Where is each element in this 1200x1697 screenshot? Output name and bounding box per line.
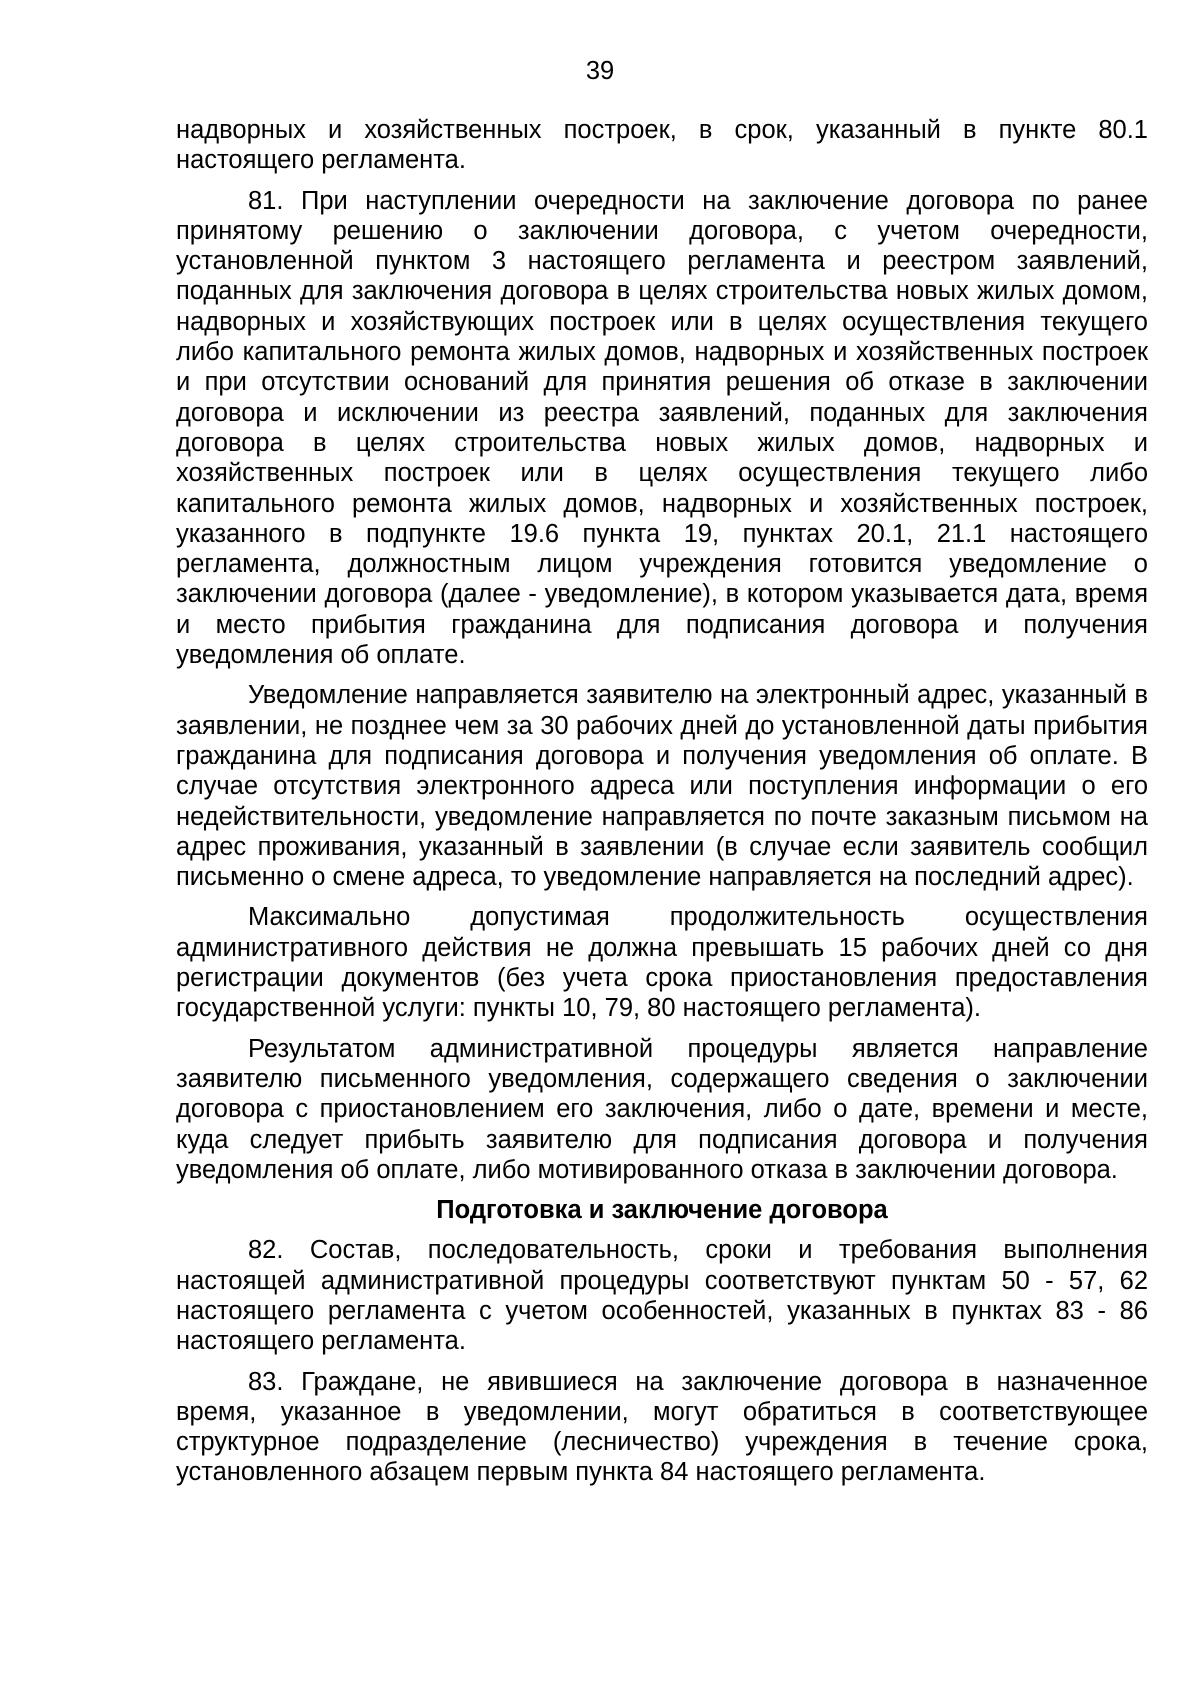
page-number: 39 <box>585 57 615 85</box>
section-heading: Подготовка и заключение договора <box>436 1196 888 1225</box>
paragraph-82: 82. Состав, последовательность, сроки и требования выполнения настоящей административной процедуры соответствуют пунктам 50 - 57, 62 настоящего регламента с учетом особенностей, указанных в пунктах 83 - 86 настоящего регламента. <box>176 1236 1148 1356</box>
paragraph-81: 81. При наступлении очередности на заключение договора по ранее принятому решению о заключении договора, с учетом очередности, установленной пунктом 3 настоящего регламента и реестром заявлений, поданных для заключения договора в целях строительства новых жилых домом, надворных и хозяйствующих построек или в целях осуществления текущего либо капитального ремонта жилых домов, надворных и хозяйственных построек и при отсутствии оснований для принятия решения об отказе в заключении договора и исключении из реестра заявлений, поданных для заключения договора в целях строительства новых жилых домов, надворных и хозяйственных построек или в целях осуществления текущего либо капитального ремонта жилых домов, надворных и хозяйственных построек, указанного в подпункте 19.6 пункта 19, пунктах 20.1, 21.1 настоящего регламента, должностным лицом учреждения готовится уведомление о заключении договора (далее - уведомление), в котором указывается дата, время и место прибытия гражданина для подписания договора и получения уведомления об оплате. <box>176 186 1148 670</box>
paragraph-continuation: надворных и хозяйственных построек, в срок, указанный в пункте 80.1 настоящего регламента. <box>176 116 1148 175</box>
paragraph-max-duration: Максимально допустимая продолжительность осуществления административного действия не должна превышать 15 рабочих дней со дня регистрации документов (без учета срока приостановления предоставления государственной услуги: пункты 10, 79, 80 настоящего регламента). <box>176 903 1148 1023</box>
paragraph-83: 83. Граждане, не явившиеся на заключение договора в назначенное время, указанное в уведомлении, могут обратиться в соответствующее структурное подразделение (лесничество) учреждения в течение срока, установленного абзацем первым пункта 84 настоящего регламента. <box>176 1367 1148 1487</box>
paragraph-notification: Уведомление направляется заявителю на электронный адрес, указанный в заявлении, не позднее чем за 30 рабочих дней до установленной даты прибытия гражданина для подписания договора и получения уведомления об оплате. В случае отсутствия электронного адреса или поступления информации о его недействительности, уведомление направляется по почте заказным письмом на адрес проживания, указанный в заявлении (в случае если заявитель сообщил письменно о смене адреса, то уведомление направляется на последний адрес). <box>176 681 1148 892</box>
document-body <box>176 115 1148 1488</box>
paragraph-result: Результатом административной процедуры является направление заявителю письменного уведомления, содержащего сведения о заключении договора с приостановлением его заключения, либо о дате, времени и месте, куда следует прибыть заявителю для подписания договора и получения уведомления об оплате, либо мотивированного отказа в заключении договора. <box>176 1034 1148 1184</box>
